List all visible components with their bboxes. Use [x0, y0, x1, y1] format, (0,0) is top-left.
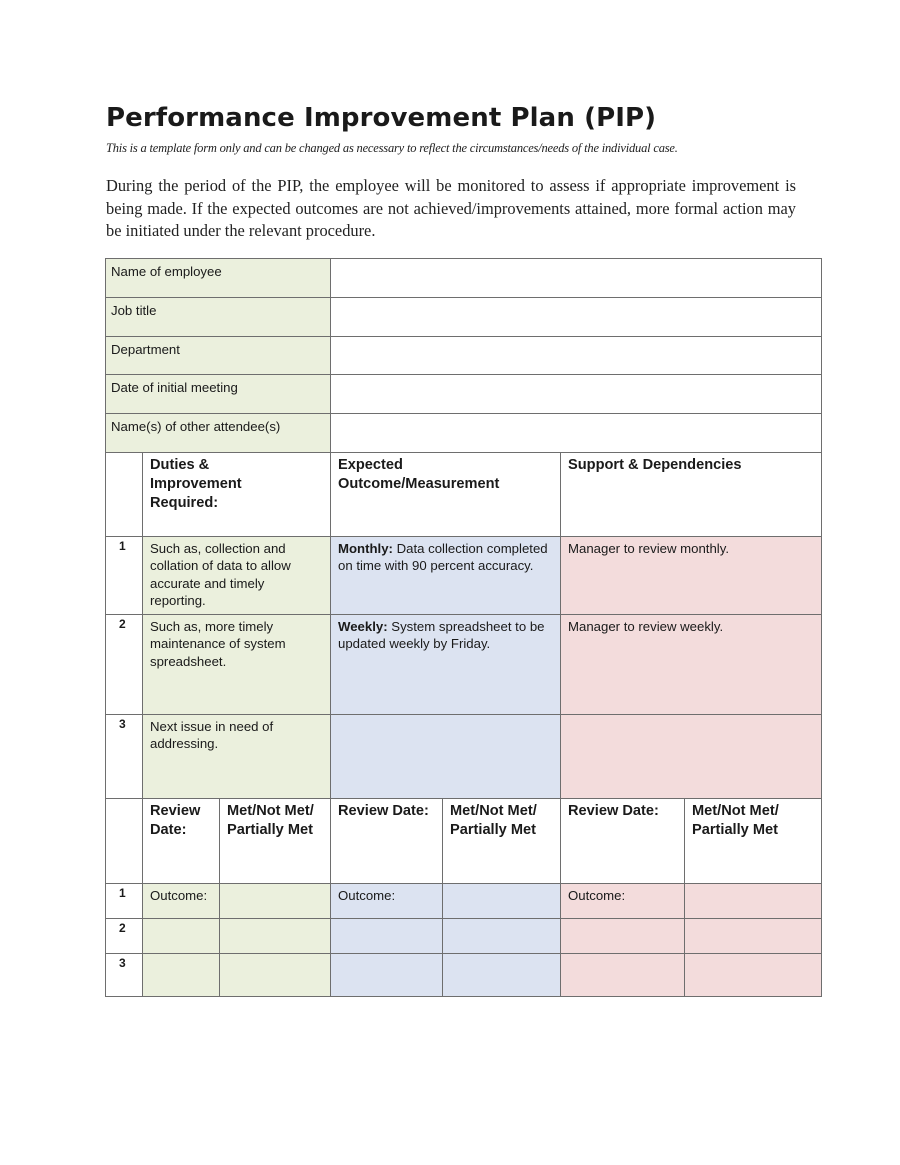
review-date-header-3: Review Date: [561, 799, 685, 884]
row-number: 3 [106, 954, 143, 997]
met-cell-3[interactable] [685, 919, 822, 954]
outcome-cell-3[interactable]: Outcome: [561, 884, 685, 919]
outcome-cell-3[interactable] [561, 954, 685, 997]
review-row [106, 919, 822, 954]
employee-name-field[interactable] [331, 259, 822, 298]
outcome-cell[interactable] [331, 615, 561, 715]
plan-row [106, 615, 822, 715]
met-cell-1[interactable] [220, 919, 331, 954]
met-header-1: Met/Not Met/ Partially Met [220, 799, 331, 884]
duty-cell[interactable]: Such as, more timely maintenance of system spreadsheet. [143, 615, 331, 715]
support-cell[interactable]: Manager to review monthly. [561, 537, 822, 615]
outcome-header [331, 453, 561, 537]
outcome-text: System spreadsheet to be updated weekly by Friday. [338, 619, 545, 652]
duties-header [143, 453, 331, 537]
row-number: 3 [106, 715, 143, 799]
support-header: Support & Dependencies [561, 453, 822, 537]
plan-row [106, 537, 822, 615]
frequency-label: Monthly: [338, 541, 393, 556]
info-row-meeting-date [106, 375, 822, 414]
attendees-field[interactable] [331, 414, 822, 453]
outcome-cell-2[interactable] [331, 954, 443, 997]
frequency-label: Weekly: [338, 619, 388, 634]
review-date-header-1: Review Date: [143, 799, 220, 884]
duty-cell[interactable]: Next issue in need of addressing. [143, 715, 331, 799]
outcome-cell-1[interactable] [143, 919, 220, 954]
row-number: 1 [106, 537, 143, 615]
info-label: Date of initial meeting [106, 375, 331, 414]
review-row [106, 954, 822, 997]
row-number: 2 [106, 919, 143, 954]
plan-header-row [106, 453, 822, 537]
duty-cell[interactable]: Such as, collection and collation of data to allow accurate and timely reporting. [143, 537, 331, 615]
review-date-header-2: Review Date: [331, 799, 443, 884]
outcome-text: Data collection completed on time with 90 percent accuracy. [338, 541, 548, 574]
row-number: 2 [106, 615, 143, 715]
intro-paragraph: During the period of the PIP, the employee will be monitored to assess if appropriate improvement is being made. If the expected outcomes are not achieved/improvements attained, more formal action may be initiated under the relevant procedure. [106, 176, 796, 241]
job-title-field[interactable] [331, 298, 822, 337]
met-cell-2[interactable] [443, 954, 561, 997]
duties-header-label: Duties & Improvement Required: [150, 457, 242, 511]
support-cell[interactable] [561, 715, 822, 799]
info-label: Name of employee [106, 259, 331, 298]
info-label: Department [106, 337, 331, 375]
page-title: Performance Improvement Plan (PIP) [106, 103, 657, 133]
num-header-cell [106, 799, 143, 884]
num-header-cell [106, 453, 143, 537]
met-header-2: Met/Not Met/ Partially Met [443, 799, 561, 884]
outcome-cell-2[interactable]: Outcome: [331, 884, 443, 919]
met-cell-3[interactable] [685, 884, 822, 919]
outcome-cell-3[interactable] [561, 919, 685, 954]
review-header-row [106, 799, 822, 884]
met-header-3: Met/Not Met/ Partially Met [685, 799, 822, 884]
department-field[interactable] [331, 337, 822, 375]
info-row-department [106, 337, 822, 375]
review-row [106, 884, 822, 919]
info-label: Name(s) of other attendee(s) [106, 414, 331, 453]
support-cell[interactable]: Manager to review weekly. [561, 615, 822, 715]
outcome-cell-2[interactable] [331, 919, 443, 954]
template-note: This is a template form only and can be changed as necessary to reflect the circumstances/needs of the individual case. [106, 141, 678, 155]
info-row-job-title [106, 298, 822, 337]
plan-row [106, 715, 822, 799]
meeting-date-field[interactable] [331, 375, 822, 414]
row-number: 1 [106, 884, 143, 919]
info-label: Job title [106, 298, 331, 337]
info-row-employee-name [106, 259, 822, 298]
outcome-cell-1[interactable]: Outcome: [143, 884, 220, 919]
pip-form-table [105, 258, 822, 997]
outcome-cell[interactable] [331, 715, 561, 799]
outcome-cell-1[interactable] [143, 954, 220, 997]
met-cell-3[interactable] [685, 954, 822, 997]
met-cell-1[interactable] [220, 884, 331, 919]
met-cell-1[interactable] [220, 954, 331, 997]
outcome-header-label: Expected Outcome/Measurement [338, 457, 500, 492]
info-row-attendees [106, 414, 822, 453]
outcome-cell[interactable] [331, 537, 561, 615]
met-cell-2[interactable] [443, 884, 561, 919]
met-cell-2[interactable] [443, 919, 561, 954]
